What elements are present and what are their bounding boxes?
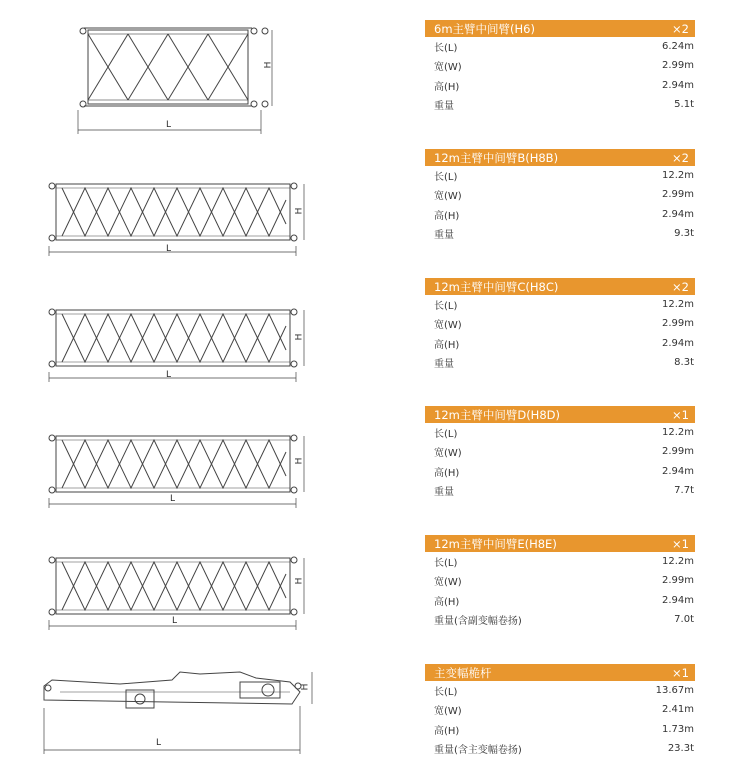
boom-drawing-h8c	[0, 302, 400, 386]
boom-drawing-h8e	[0, 550, 400, 634]
spec-value: 9.3t	[674, 228, 694, 240]
boom-drawing-h8b	[0, 176, 400, 260]
spec-label: 宽(W)	[434, 706, 462, 718]
length-label: L	[166, 370, 172, 380]
spec-label: 重量(含副变幅卷扬)	[434, 616, 522, 628]
spec-label: 重量	[434, 487, 454, 499]
spec-label: 高(H)	[434, 81, 460, 93]
spec-value: 2.99m	[661, 318, 694, 330]
spec-value: 13.67m	[655, 685, 694, 697]
spec-value: 2.99m	[661, 60, 694, 72]
spec-label: 宽(W)	[434, 448, 462, 460]
boom-truss	[0, 428, 400, 512]
spec-value: 1.73m	[661, 723, 694, 735]
spec-row	[425, 205, 695, 224]
mast-outline	[0, 668, 400, 768]
spec-row	[425, 442, 695, 461]
height-label: H	[294, 577, 305, 585]
spec-title: 主变幅桅杆	[434, 665, 492, 680]
spec-row	[425, 185, 695, 204]
spec-header	[425, 278, 695, 295]
spec-value: 2.99m	[661, 575, 694, 587]
length-label: L	[166, 244, 172, 254]
spec-title: 12m主臂中间臂E(H8E)	[434, 536, 557, 551]
spec-label: 高(H)	[434, 339, 460, 351]
spec-table-h6	[425, 20, 695, 114]
spec-label: 重量(含主变幅卷扬)	[434, 745, 522, 757]
spec-row	[425, 37, 695, 56]
spec-label: 长(L)	[434, 429, 458, 441]
spec-row	[425, 95, 695, 114]
spec-label: 重量	[434, 230, 454, 242]
spec-qty: ×1	[672, 407, 689, 422]
spec-title: 12m主臂中间臂C(H8C)	[434, 279, 559, 294]
height-label: H	[294, 207, 305, 215]
spec-value: 2.41m	[661, 704, 694, 716]
spec-value: 23.3t	[667, 743, 694, 755]
spec-value: 2.99m	[661, 189, 694, 201]
spec-value: 2.94m	[661, 465, 694, 477]
spec-header	[425, 20, 695, 37]
spec-label: 长(L)	[434, 301, 458, 313]
spec-label: 高(H)	[434, 725, 460, 737]
spec-label: 高(H)	[434, 467, 460, 479]
spec-label: 宽(W)	[434, 191, 462, 203]
spec-table-h8d	[425, 406, 695, 500]
boom-truss	[0, 302, 400, 386]
spec-header	[425, 664, 695, 681]
spec-value: 6.24m	[661, 41, 694, 53]
spec-value: 2.94m	[661, 208, 694, 220]
spec-label: 长(L)	[434, 687, 458, 699]
spec-value: 12.2m	[661, 556, 694, 568]
spec-header	[425, 406, 695, 423]
spec-qty: ×2	[672, 21, 689, 36]
spec-label: 重量	[434, 359, 454, 371]
boom-drawing-h8d	[0, 428, 400, 512]
spec-header	[425, 149, 695, 166]
height-label: H	[263, 61, 274, 69]
spec-qty: ×2	[672, 150, 689, 165]
spec-value: 2.94m	[661, 337, 694, 349]
spec-header	[425, 535, 695, 552]
spec-value: 8.3t	[674, 357, 694, 369]
length-label: L	[156, 738, 162, 748]
spec-label: 宽(W)	[434, 62, 462, 74]
spec-row	[425, 739, 695, 758]
spec-row	[425, 571, 695, 590]
spec-label: 宽(W)	[434, 320, 462, 332]
spec-row	[425, 76, 695, 95]
spec-table-h8c	[425, 278, 695, 372]
spec-row	[425, 295, 695, 314]
height-label: H	[300, 683, 311, 691]
spec-table-mast	[425, 664, 695, 758]
spec-row	[425, 314, 695, 333]
spec-value: 7.0t	[674, 614, 694, 626]
spec-row	[425, 334, 695, 353]
spec-value: 12.2m	[661, 299, 694, 311]
spec-row	[425, 462, 695, 481]
boom-drawing-h6	[0, 18, 400, 138]
spec-row	[425, 166, 695, 185]
length-label: L	[172, 616, 178, 626]
spec-value: 2.94m	[661, 594, 694, 606]
spec-table-h8e	[425, 535, 695, 629]
spec-row	[425, 224, 695, 243]
spec-label: 宽(W)	[434, 577, 462, 589]
spec-label: 长(L)	[434, 43, 458, 55]
spec-row	[425, 353, 695, 372]
boom-truss	[0, 550, 400, 634]
spec-value: 2.94m	[661, 79, 694, 91]
spec-title: 6m主臂中间臂(H6)	[434, 21, 535, 36]
length-label: L	[166, 120, 172, 130]
spec-value: 5.1t	[674, 99, 694, 111]
spec-qty: ×2	[672, 279, 689, 294]
spec-row	[425, 552, 695, 571]
spec-value: 2.99m	[661, 446, 694, 458]
spec-row	[425, 681, 695, 700]
spec-row	[425, 423, 695, 442]
spec-table-h8b	[425, 149, 695, 243]
spec-label: 长(L)	[434, 172, 458, 184]
spec-title: 12m主臂中间臂B(H8B)	[434, 150, 559, 165]
mast-drawing	[0, 668, 400, 768]
spec-qty: ×1	[672, 665, 689, 680]
spec-value: 7.7t	[674, 485, 694, 497]
spec-row	[425, 700, 695, 719]
spec-row	[425, 481, 695, 500]
height-label: H	[294, 333, 305, 341]
spec-row	[425, 591, 695, 610]
spec-row	[425, 610, 695, 629]
boom-truss	[0, 176, 400, 260]
spec-label: 重量	[434, 101, 454, 113]
spec-label: 高(H)	[434, 210, 460, 222]
spec-value: 12.2m	[661, 170, 694, 182]
height-label: H	[294, 457, 305, 465]
spec-label: 长(L)	[434, 558, 458, 570]
spec-value: 12.2m	[661, 427, 694, 439]
spec-qty: ×1	[672, 536, 689, 551]
spec-row	[425, 56, 695, 75]
spec-row	[425, 720, 695, 739]
length-label: L	[170, 494, 176, 504]
spec-label: 高(H)	[434, 596, 460, 608]
spec-title: 12m主臂中间臂D(H8D)	[434, 407, 560, 422]
